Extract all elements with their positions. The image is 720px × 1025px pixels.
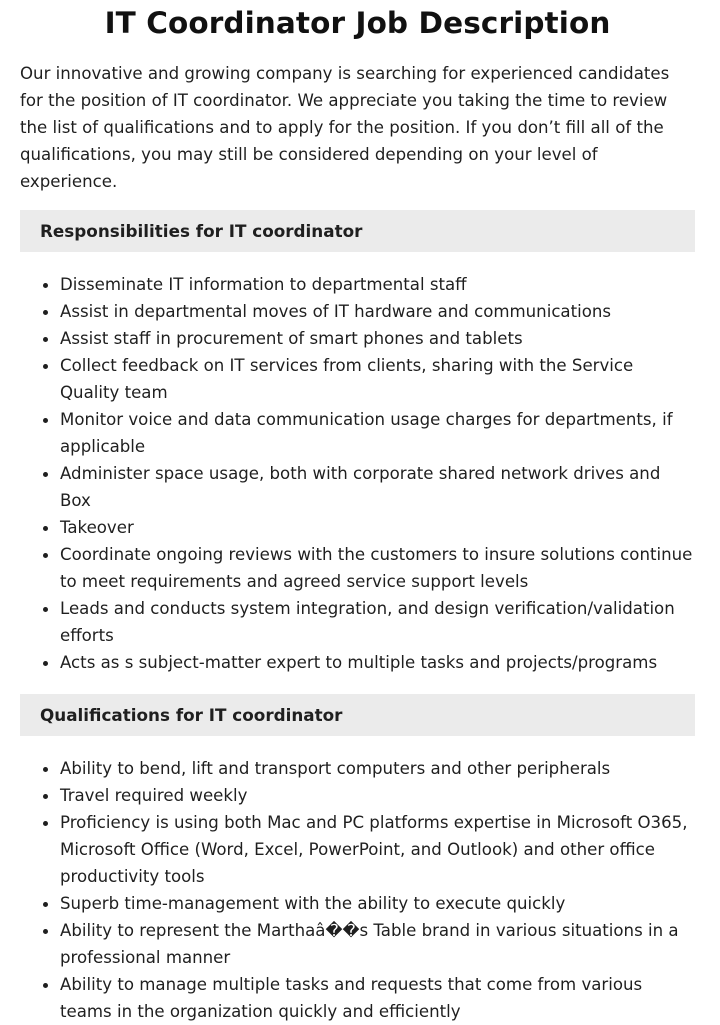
qualification-item: Superb time-management with the ability to execute quickly [60,890,695,917]
responsibility-item: Coordinate ongoing reviews with the customers to insure solutions continue to meet requirements and agreed service support levels [60,541,695,595]
intro-paragraph: Our innovative and growing company is searching for experienced candidates for the position of IT coordinator. We appreciate you taking the time to review the list of qualifications and to apply for the position. If you don’t fill all of the qualifications, you may still be considered depending on your level of experience. [20,64,670,191]
responsibility-item: Administer space usage, both with corporate shared network drives and Box [60,460,695,514]
responsibility-item: Monitor voice and data communication usage charges for departments, if applicable [60,406,695,460]
qualification-item: Ability to represent the Marthaâ��s Table brand in various situations in a professional manner [60,917,695,971]
responsibility-item: Disseminate IT information to departmental staff [60,271,695,298]
qualification-item: Ability to manage multiple tasks and requests that come from various teams in the organization quickly and efficiently [60,971,695,1025]
responsibility-item: Collect feedback on IT services from clients, sharing with the Service Quality team [60,352,695,406]
responsibility-item: Takeover [60,514,695,541]
responsibility-item: Leads and conducts system integration, and design verification/validation efforts [60,595,695,649]
qualification-item: Ability to bend, lift and transport computers and other peripherals [60,755,695,782]
responsibilities-heading: Responsibilities for IT coordinator [20,210,695,252]
responsibility-item: Assist staff in procurement of smart phones and tablets [60,325,695,352]
qualification-item: Travel required weekly [60,782,695,809]
qualification-item: Proficiency is using both Mac and PC platforms expertise in Microsoft O365, Microsoft Office (Word, Excel, PowerPoint, and Outlook) and other office productivity tools [60,809,695,890]
qualifications-list [20,755,695,1025]
qualifications-heading: Qualifications for IT coordinator [20,694,695,736]
responsibilities-list [20,271,695,676]
responsibility-item: Acts as s subject-matter expert to multiple tasks and projects/programs [60,649,695,676]
page-title: IT Coordinator Job Description [104,6,611,40]
responsibility-item: Assist in departmental moves of IT hardware and communications [60,298,695,325]
